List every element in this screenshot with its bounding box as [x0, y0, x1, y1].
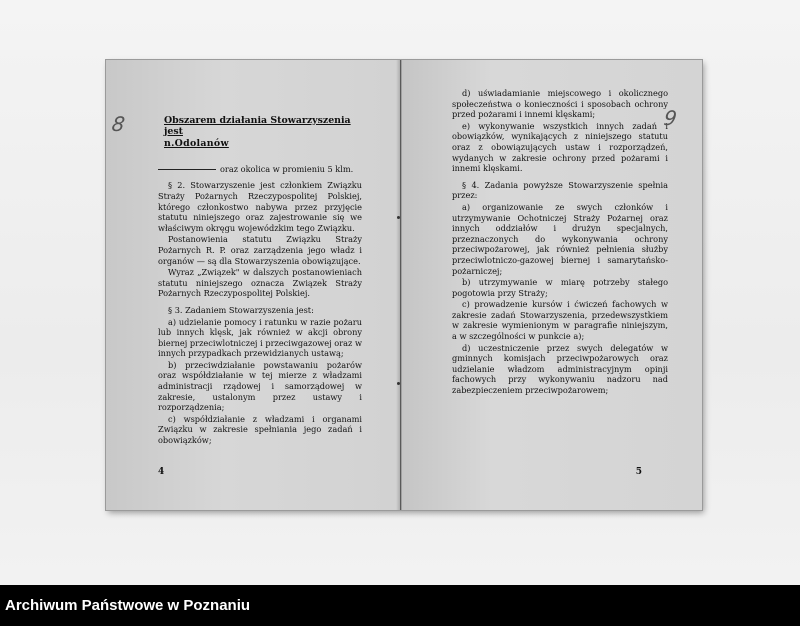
left-paragraph: Wyraz „Związek" w dalszych postanowieniach statutu niniejszego oznacza Związek Straży Pożarnych Rzeczypospolitej Polskiej. — [158, 267, 362, 299]
left-paragraph: a) udzielanie pomocy i ratunku w razie pożaru lub innych klęsk, jak również w akcji obrony biernej przeciwlotniczej i przeciwgazowej oraz w innych przypadkach przewidzianych ustawą; — [158, 316, 362, 359]
right-page-number: 5 — [635, 467, 642, 478]
left-page — [106, 60, 401, 510]
archive-footer — [0, 585, 800, 626]
handwritten-page-number: 8 — [110, 112, 127, 136]
right-paragraph: e) wykonywanie wszystkich innych zadań i obowiązków, wynikających z niniejszego statutu oraz z obowiązujących ustaw i rozporządzeń, wydanych w zakresie ochrony przed pożarami i innemi klęskami. — [452, 120, 668, 174]
right-paragraph: d) uświadamianie miejscowego i okolicznego społeczeństwa o konieczności i sposobach ochrony przed pożarami i innemi klęskami; — [452, 88, 668, 120]
right-paragraph: c) prowadzenie kursów i ćwiczeń fachowych w zakresie zadań Stowarzyszenia, przedewszystkiem w zakresie wymienionym w paragrafie niniejszym, a w szczególności w punkcie a); — [452, 299, 668, 342]
radius-line — [158, 164, 362, 175]
left-page-number: 4 — [158, 467, 165, 478]
right-page — [402, 60, 702, 510]
fill-rule — [158, 169, 216, 170]
staple-hole — [397, 382, 400, 385]
left-page-heading: Obszarem działania Stowarzyszenia jest — [164, 115, 351, 137]
place-name: n.Odolanów — [164, 138, 229, 150]
right-paragraph: b) utrzymywanie w miarę potrzeby stałego pogotowia przy Straży; — [452, 277, 668, 298]
right-paragraph: d) uczestniczenie przez swych delegatów w gminnych komisjach przeciwpożarowych oraz udzielanie władzom administracyjnym opinji fachowych przy wykonywaniu nadzoru nad zabezpieczeniem przeciwpożarowem; — [452, 342, 668, 396]
right-paragraph: a) organizowanie ze swych członków i utrzymywanie Ochotniczej Straży Pożarnej oraz innych oddziałów i drużyn specjalnych, przeznaczonych do wykonywania ochrony przeciwpożarowej, jak również pełnienia służby przeciwlotniczo-gazowej biernej i samarytańsko-pożarniczej; — [452, 201, 668, 276]
handwritten-page-number: 9 — [662, 106, 679, 130]
staple-hole — [397, 216, 400, 219]
archive-name: Archiwum Państwowe w Poznaniu — [5, 597, 251, 614]
open-booklet — [106, 60, 702, 510]
left-paragraph: c) współdziałanie z władzami i organami Związku w zakresie spełniania jego zadań i obowiązków; — [158, 413, 362, 446]
left-paragraph: Postanowienia statutu Związku Straży Pożarnych R. P. oraz zarządzenia jego władz i organów — są dla Stowarzyszenia obowiązujące. — [158, 234, 362, 266]
radius-text: oraz okolica w promieniu 5 klm. — [220, 163, 354, 174]
left-section-heading: § 3. Zadaniem Stowarzyszenia jest: — [168, 304, 314, 315]
left-paragraph: b) przeciwdziałanie powstawaniu pożarów oraz współdziałanie w tej mierze z władzami administracji rządowej i samorządowej w zakresie, ustalonym przez ustawy i rozporządzenia; — [158, 359, 362, 413]
left-paragraph: § 2. Stowarzyszenie jest członkiem Związku Straży Pożarnych Rzeczypospolitej Polskiej, którego członkostwo nabywa przez przyjęcie statutu niniejszego oraz zajestrowanie się we właściwym okręgu wojewódzkim tego Związku. — [158, 180, 362, 233]
right-section-heading: § 4. Zadania powyższe Stowarzyszenie spełnia przez: — [452, 179, 668, 201]
